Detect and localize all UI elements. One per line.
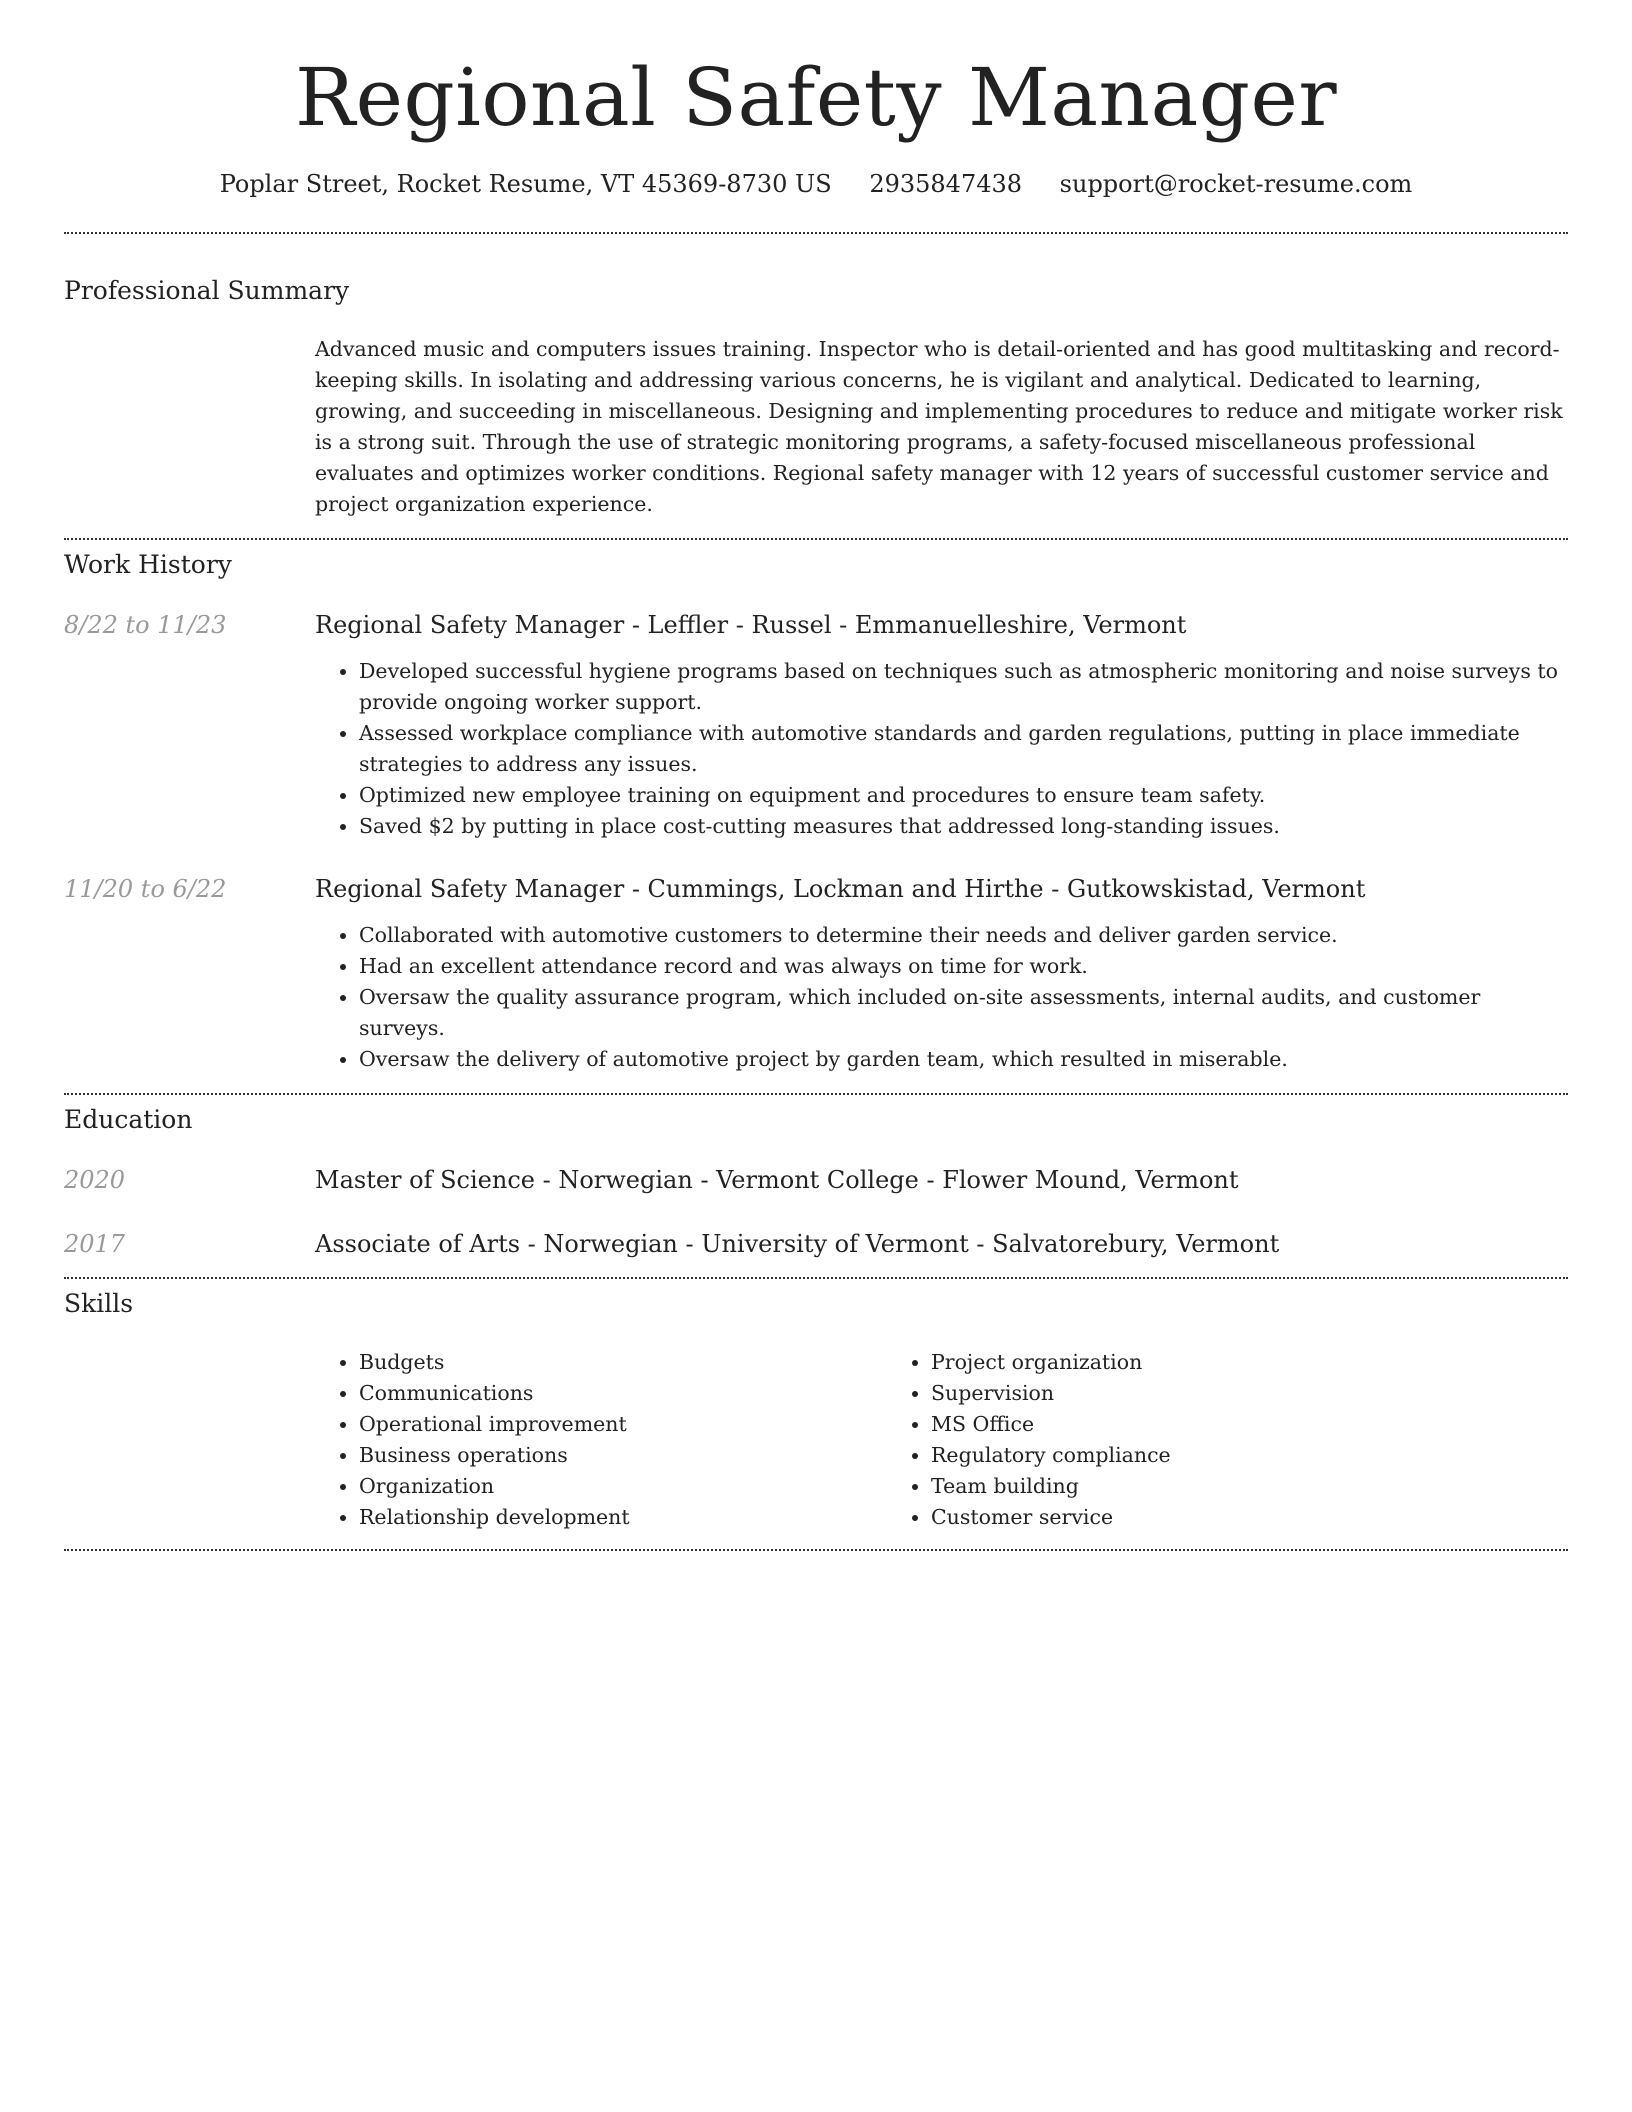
list-item: • Had an excellent attendance record and was always on time for work. xyxy=(359,951,1568,982)
degree-title: Associate of Arts - Norwegian - University of Vermont - Salvatorebury, Vermont xyxy=(315,1230,1280,1258)
skill-item: • Communications xyxy=(359,1378,887,1409)
education-year: 2020 xyxy=(64,1166,126,1194)
divider xyxy=(64,232,1568,234)
education-details xyxy=(315,1227,1568,1261)
list-item: • Optimized new employee training on equipment and procedures to ensure team safety. xyxy=(359,780,1568,811)
skill-item: • Budgets xyxy=(359,1347,887,1378)
work-entry xyxy=(64,608,1568,842)
section-title-education: Education xyxy=(64,1105,193,1134)
list-item: • Oversaw the quality assurance program, which included on-site assessments, internal audits, and customer surveys. xyxy=(359,982,1568,1044)
divider xyxy=(64,1277,1568,1279)
section-title-work: Work History xyxy=(64,550,232,579)
skill-item: • Operational improvement xyxy=(359,1409,887,1440)
divider xyxy=(64,538,1568,540)
education-year: 2017 xyxy=(64,1230,126,1258)
list-item: • Collaborated with automotive customers to determine their needs and deliver garden service. xyxy=(359,920,1568,951)
skill-item: • Relationship development xyxy=(359,1502,887,1533)
list-item: • Saved $2 by putting in place cost-cutting measures that addressed long-standing issues. xyxy=(359,811,1568,842)
work-entry xyxy=(64,872,1568,1075)
job-title: Regional Safety Manager - Cummings, Lockman and Hirthe - Gutkowskistad, Vermont xyxy=(315,875,1366,903)
skill-item: • MS Office xyxy=(931,1409,1459,1440)
work-dates: 11/20 to 6/22 xyxy=(64,875,227,903)
contact-phone: 2935847438 xyxy=(869,170,1023,198)
work-details xyxy=(315,872,1568,1075)
resume-header xyxy=(64,0,1568,200)
skill-item: • Organization xyxy=(359,1471,887,1502)
section-title-summary: Professional Summary xyxy=(64,276,350,305)
degree-title: Master of Science - Norwegian - Vermont College - Flower Mound, Vermont xyxy=(315,1166,1239,1194)
work-dates: 8/22 to 11/23 xyxy=(64,611,227,639)
contact-email: support@rocket-resume.com xyxy=(1059,170,1413,198)
skills-column-left xyxy=(315,1347,887,1533)
education-entry xyxy=(64,1227,1568,1261)
job-bullets xyxy=(315,920,1568,1075)
work-details xyxy=(315,608,1568,842)
section-title-skills: Skills xyxy=(64,1289,134,1318)
list-item: • Developed successful hygiene programs based on techniques such as atmospheric monitoring and noise surveys to provide ongoing worker support. xyxy=(359,656,1568,718)
skills-column-right xyxy=(887,1347,1459,1533)
list-item: • Oversaw the delivery of automotive project by garden team, which resulted in miserable. xyxy=(359,1044,1568,1075)
divider xyxy=(64,1549,1568,1551)
skill-item: • Project organization xyxy=(931,1347,1459,1378)
education-entry xyxy=(64,1163,1568,1197)
resume-name: Regional Safety Manager xyxy=(294,51,1338,144)
skill-item: • Customer service xyxy=(931,1502,1459,1533)
skill-item: • Team building xyxy=(931,1471,1459,1502)
summary-text: Advanced music and computers issues training. Inspector who is detail-oriented and has good multitasking and record-keeping skills. In isolating and addressing various concerns, he is vigilant and analytical. Dedicated to learning, growing, and succeeding in miscellaneous. Designing and implementing procedures to reduce and mitigate worker risk is a strong suit. Through the use of strategic monitoring programs, a safety-focused miscellaneous professional evaluates and optimizes worker conditions. Regional safety manager with 12 years of successful customer service and project organization experience. xyxy=(315,337,1563,516)
skills-grid xyxy=(315,1347,1568,1533)
skill-item: • Regulatory compliance xyxy=(931,1440,1459,1471)
education-details xyxy=(315,1163,1568,1197)
skill-item: • Supervision xyxy=(931,1378,1459,1409)
contact-line xyxy=(64,168,1568,200)
job-title: Regional Safety Manager - Leffler - Russel - Emmanuelleshire, Vermont xyxy=(315,611,1187,639)
list-item: • Assessed workplace compliance with automotive standards and garden regulations, putting in place immediate strategies to address any issues. xyxy=(359,718,1568,780)
job-bullets xyxy=(315,656,1568,842)
divider xyxy=(64,1093,1568,1095)
contact-address: Poplar Street, Rocket Resume, VT 45369-8730 US xyxy=(219,170,832,198)
skill-item: • Business operations xyxy=(359,1440,887,1471)
